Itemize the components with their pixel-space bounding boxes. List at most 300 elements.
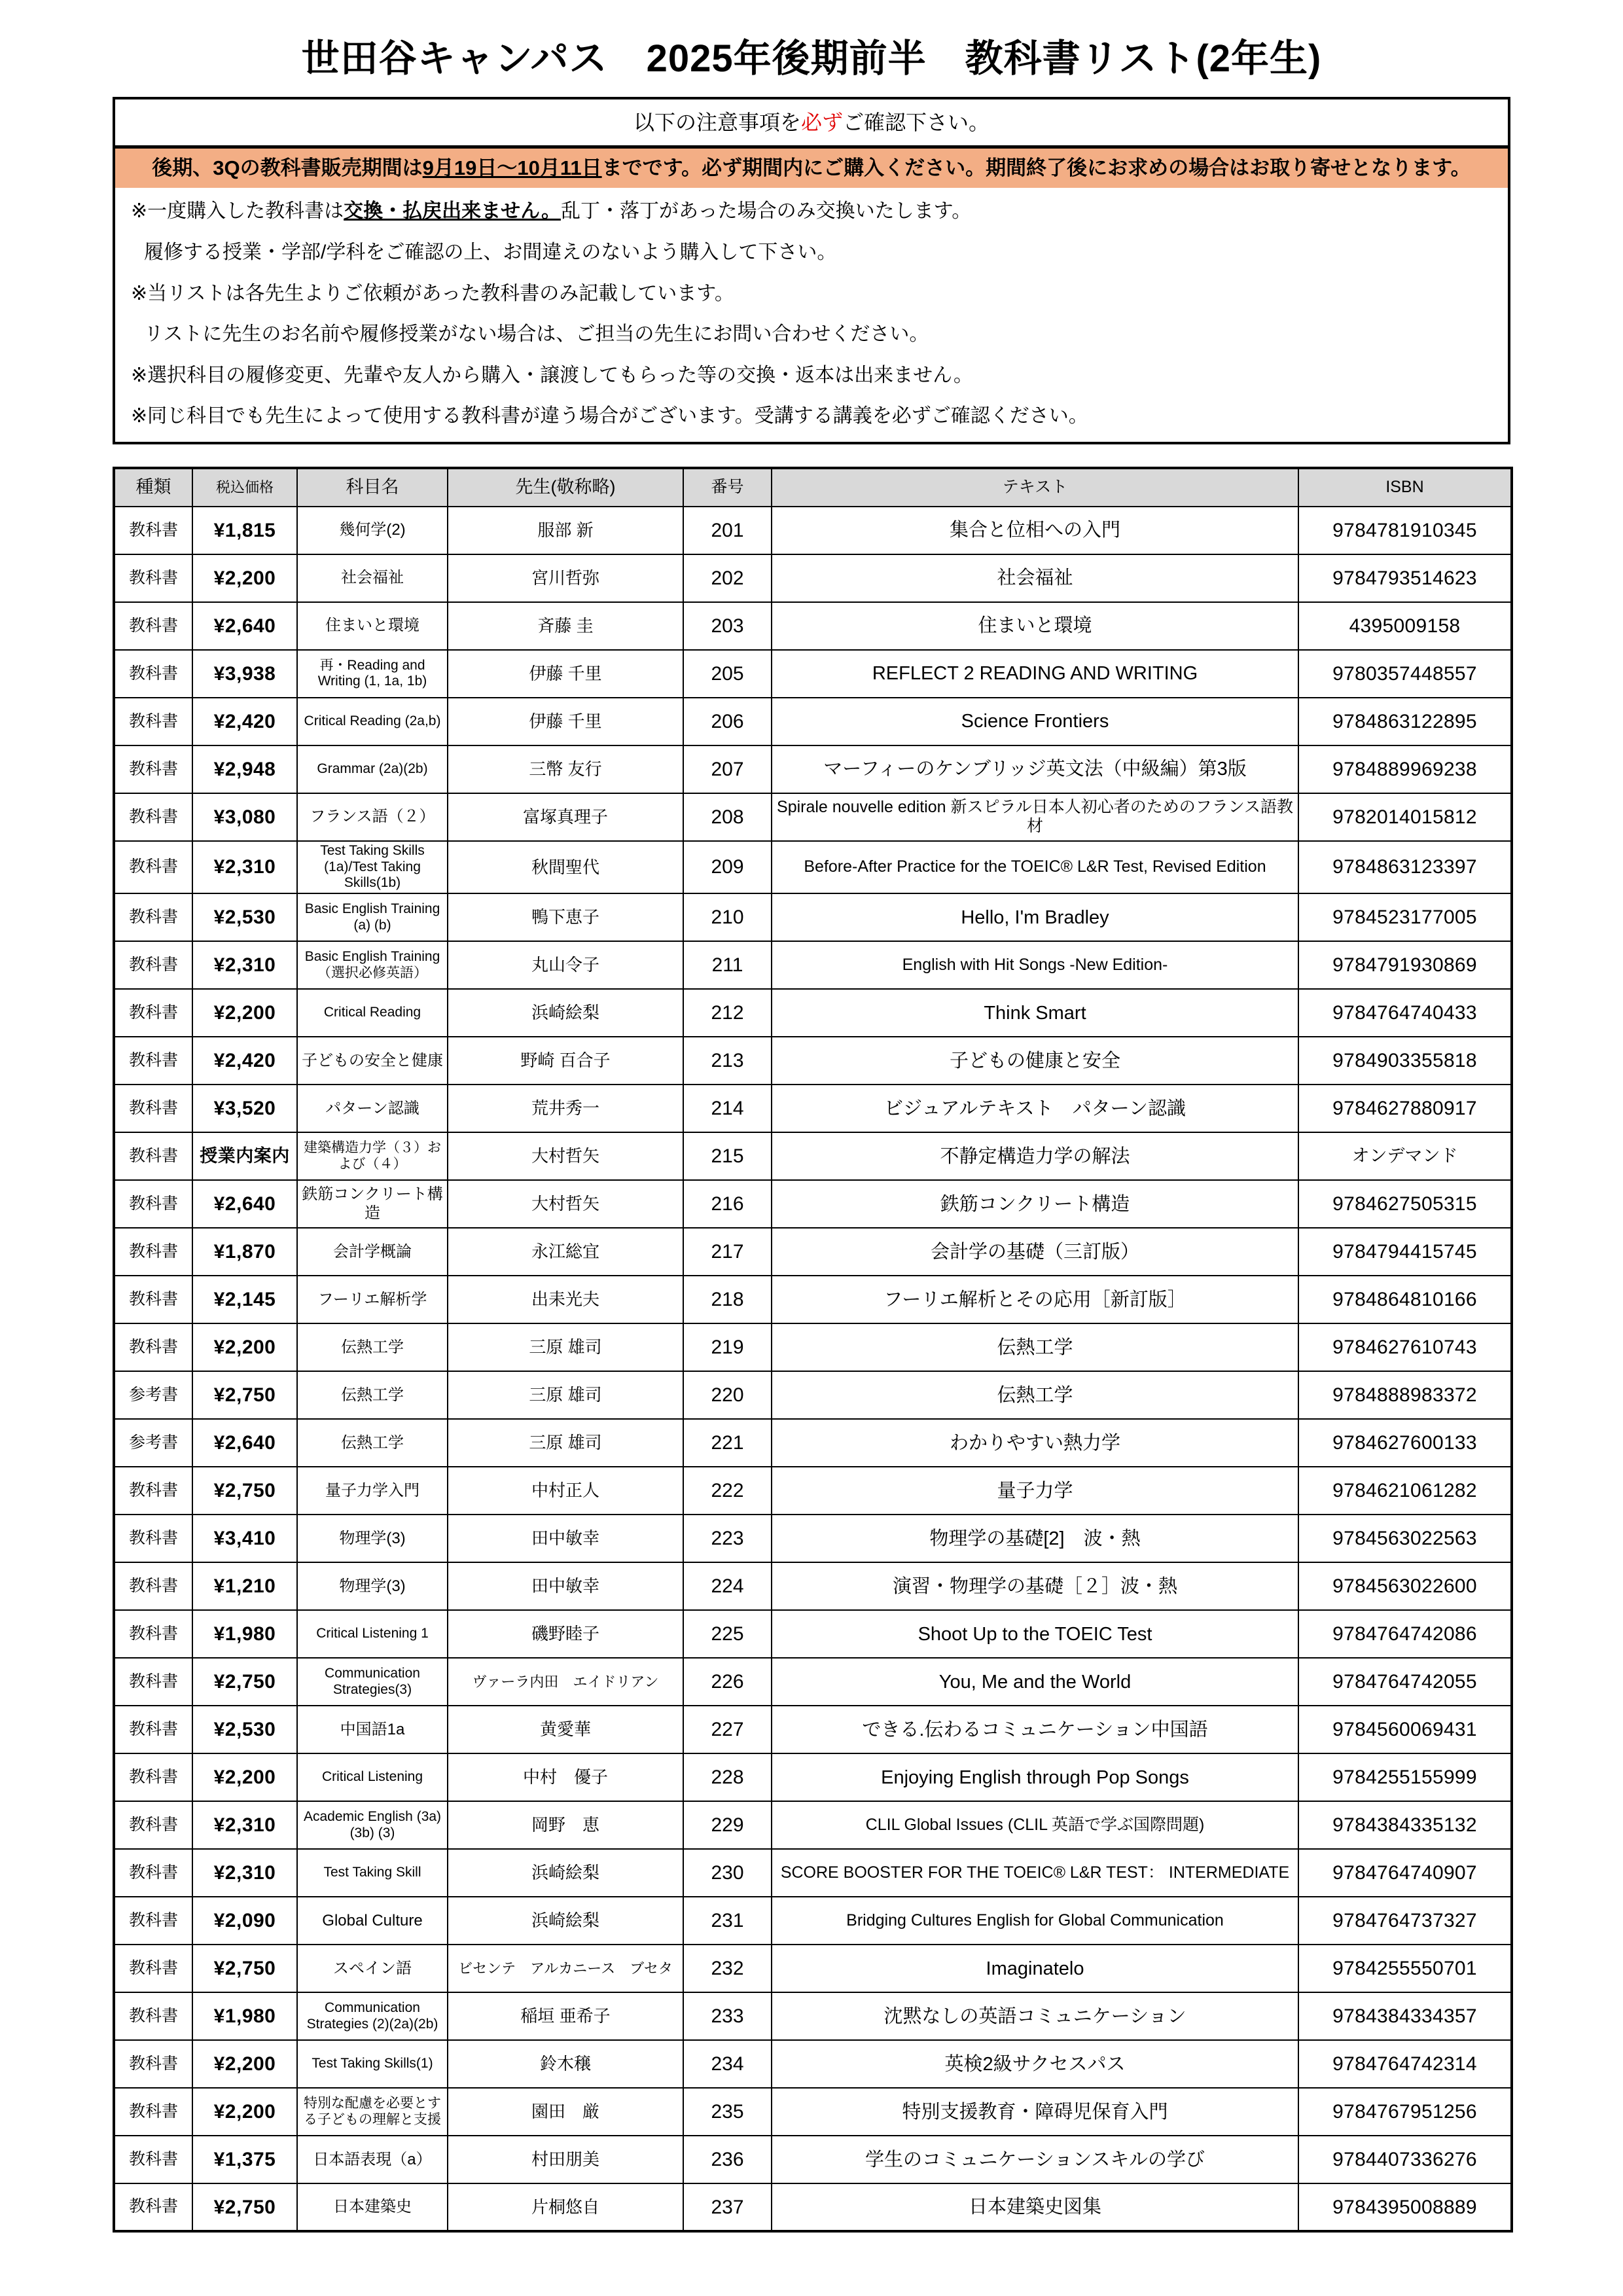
- table-row: [114, 2136, 1512, 2183]
- notice-body: [115, 188, 1508, 442]
- cell-price: ¥2,200: [192, 1323, 297, 1371]
- cell-type: 教科書: [114, 941, 192, 989]
- cell-text: You, Me and the World: [772, 1658, 1298, 1706]
- cell-no: 214: [683, 1085, 772, 1132]
- table-row: [114, 841, 1512, 893]
- column-header-subject: 科目名: [297, 468, 448, 507]
- cell-subject: 伝熱工学: [297, 1323, 448, 1371]
- cell-teacher: 伊藤 千里: [448, 650, 683, 698]
- table-row: [114, 1658, 1512, 1706]
- cell-no: 215: [683, 1132, 772, 1180]
- cell-text: 英検2級サクセスパス: [772, 2040, 1298, 2088]
- table-row: [114, 698, 1512, 745]
- cell-text: English with Hit Songs -New Edition-: [772, 941, 1298, 989]
- cell-subject: 伝熱工学: [297, 1419, 448, 1467]
- cell-isbn: 9784764742314: [1298, 2040, 1512, 2088]
- column-header-teacher: 先生(敬称略): [448, 468, 683, 507]
- table-row: [114, 1801, 1512, 1849]
- cell-teacher: 中村 優子: [448, 1753, 683, 1801]
- cell-subject: 物理学(3): [297, 1515, 448, 1562]
- cell-isbn: 9784255550701: [1298, 1945, 1512, 1992]
- cell-type: 教科書: [114, 1132, 192, 1180]
- notice-heading-required: 必ず: [800, 110, 843, 134]
- cell-teacher: 村田朋美: [448, 2136, 683, 2183]
- cell-price: ¥2,310: [192, 1801, 297, 1849]
- cell-text: 特別支援教育・障碍児保育入門: [772, 2088, 1298, 2136]
- cell-teacher: 園田 厳: [448, 2088, 683, 2136]
- cell-type: 教科書: [114, 1228, 192, 1276]
- cell-type: 参考書: [114, 1371, 192, 1419]
- cell-text: マーフィーのケンブリッジ英文法（中級編）第3版: [772, 745, 1298, 793]
- cell-price: ¥2,310: [192, 841, 297, 893]
- cell-no: 218: [683, 1276, 772, 1323]
- cell-subject: Test Taking Skill: [297, 1849, 448, 1897]
- cell-text: 量子力学: [772, 1467, 1298, 1515]
- table-row: [114, 793, 1512, 841]
- cell-price: ¥2,750: [192, 1945, 297, 1992]
- cell-no: 227: [683, 1706, 772, 1753]
- cell-type: 教科書: [114, 1945, 192, 1992]
- cell-teacher: 服部 新: [448, 507, 683, 554]
- cell-teacher: 三原 雄司: [448, 1371, 683, 1419]
- cell-isbn: 9784764737327: [1298, 1897, 1512, 1945]
- cell-price: ¥2,750: [192, 2183, 297, 2231]
- notice-text-b: 乱丁・落丁があった場合のみ交換いたします。: [560, 200, 972, 223]
- cell-teacher: ビセンテ アルカニース ブセタ: [448, 1945, 683, 1992]
- cell-subject: 物理学(3): [297, 1562, 448, 1610]
- cell-type: 教科書: [114, 793, 192, 841]
- cell-price: ¥2,640: [192, 1180, 297, 1228]
- cell-teacher: 三幣 友行: [448, 745, 683, 793]
- cell-isbn: 9784781910345: [1298, 507, 1512, 554]
- cell-teacher: 黄愛華: [448, 1706, 683, 1753]
- cell-isbn: 9784903355818: [1298, 1037, 1512, 1085]
- cell-subject: Critical Listening: [297, 1753, 448, 1801]
- cell-no: 223: [683, 1515, 772, 1562]
- cell-isbn: 9784793514623: [1298, 554, 1512, 602]
- cell-text: フーリエ解析とその応用［新訂版］: [772, 1276, 1298, 1323]
- cell-text: 伝熱工学: [772, 1323, 1298, 1371]
- cell-type: 教科書: [114, 2040, 192, 2088]
- cell-teacher: 片桐悠自: [448, 2183, 683, 2231]
- table-row: [114, 745, 1512, 793]
- cell-type: 教科書: [114, 1610, 192, 1658]
- cell-type: 教科書: [114, 1992, 192, 2040]
- cell-subject: 日本建築史: [297, 2183, 448, 2231]
- cell-type: 教科書: [114, 650, 192, 698]
- table-row: [114, 1085, 1512, 1132]
- cell-price: ¥3,520: [192, 1085, 297, 1132]
- cell-type: 教科書: [114, 1801, 192, 1849]
- cell-text: Hello, I'm Bradley: [772, 893, 1298, 941]
- column-header-text: テキスト: [772, 468, 1298, 507]
- cell-type: 教科書: [114, 2088, 192, 2136]
- cell-teacher: 鈴木穣: [448, 2040, 683, 2088]
- cell-isbn: オンデマンド: [1298, 1132, 1512, 1180]
- cell-subject: 社会福祉: [297, 554, 448, 602]
- table-row: [114, 1323, 1512, 1371]
- cell-teacher: 富塚真理子: [448, 793, 683, 841]
- cell-text: Think Smart: [772, 989, 1298, 1037]
- cell-price: ¥2,750: [192, 1658, 297, 1706]
- notice-text-bold: 交換・払戻出来ません。: [344, 200, 561, 223]
- cell-no: 221: [683, 1419, 772, 1467]
- table-row: [114, 1180, 1512, 1228]
- cell-teacher: 丸山令子: [448, 941, 683, 989]
- notice-line: 履修する授業・学部/学科をご確認の上、お間違えのないよう購入して下さい。: [144, 241, 837, 263]
- cell-type: 教科書: [114, 1180, 192, 1228]
- column-header-no: 番号: [683, 468, 772, 507]
- cell-isbn: 4395009158: [1298, 602, 1512, 650]
- notice-heading-after: ご確認下さい。: [843, 110, 990, 134]
- cell-isbn: 9784794415745: [1298, 1228, 1512, 1276]
- cell-isbn: 9784627880917: [1298, 1085, 1512, 1132]
- textbook-table: [113, 467, 1513, 2233]
- cell-isbn: 9784767951256: [1298, 2088, 1512, 2136]
- cell-type: 教科書: [114, 1706, 192, 1753]
- cell-text: Shoot Up to the TOEIC Test: [772, 1610, 1298, 1658]
- cell-text: CLIL Global Issues (CLIL 英語で学ぶ国際問題): [772, 1801, 1298, 1849]
- cell-no: 220: [683, 1371, 772, 1419]
- cell-teacher: 斉藤 圭: [448, 602, 683, 650]
- cell-no: 237: [683, 2183, 772, 2231]
- cell-type: 教科書: [114, 554, 192, 602]
- sales-period-text: 後期、3Qの教科書販売期間は9月19日～10月11日までです。必ず期間内にご購入ください。期間終了後にお求めの場合はお取り寄せとなります。: [152, 156, 1471, 180]
- cell-price: ¥2,750: [192, 1371, 297, 1419]
- cell-teacher: 出耒光夫: [448, 1276, 683, 1323]
- cell-isbn: 9784863122895: [1298, 698, 1512, 745]
- page-title: 世田谷キャンパス 2025年後期前半 教科書リスト(2年生): [301, 37, 1322, 80]
- cell-teacher: 中村正人: [448, 1467, 683, 1515]
- cell-isbn: 9784864810166: [1298, 1276, 1512, 1323]
- cell-teacher: 野崎 百合子: [448, 1037, 683, 1085]
- cell-subject: Grammar (2a)(2b): [297, 745, 448, 793]
- cell-subject: スペイン語: [297, 1945, 448, 1992]
- table-row: [114, 1467, 1512, 1515]
- cell-teacher: 稲垣 亜希子: [448, 1992, 683, 2040]
- column-header-type: 種類: [114, 468, 192, 507]
- cell-text: Bridging Cultures English for Global Communication: [772, 1897, 1298, 1945]
- sales-period-dates: 9月19日～10月11日: [422, 156, 602, 180]
- table-row: [114, 893, 1512, 941]
- cell-type: 教科書: [114, 1467, 192, 1515]
- cell-teacher: 秋間聖代: [448, 841, 683, 893]
- cell-text: REFLECT 2 READING AND WRITING: [772, 650, 1298, 698]
- cell-teacher: 大村哲矢: [448, 1180, 683, 1228]
- table-row: [114, 1419, 1512, 1467]
- cell-subject: Critical Listening 1: [297, 1610, 448, 1658]
- cell-isbn: 9784863123397: [1298, 841, 1512, 893]
- cell-isbn: 9784563022600: [1298, 1562, 1512, 1610]
- textbook-table-wrap: [113, 467, 1510, 2233]
- table-row: [114, 1132, 1512, 1180]
- cell-teacher: 宮川哲弥: [448, 554, 683, 602]
- table-body: [114, 507, 1512, 2231]
- cell-text: 社会福祉: [772, 554, 1298, 602]
- cell-teacher: 浜崎絵梨: [448, 1849, 683, 1897]
- cell-text: 沈黙なしの英語コミュニケーション: [772, 1992, 1298, 2040]
- cell-price: ¥2,640: [192, 1419, 297, 1467]
- column-header-isbn: ISBN: [1298, 468, 1512, 507]
- cell-teacher: 磯野睦子: [448, 1610, 683, 1658]
- cell-no: 225: [683, 1610, 772, 1658]
- notice-line: [131, 200, 1492, 224]
- cell-no: 209: [683, 841, 772, 893]
- cell-no: 217: [683, 1228, 772, 1276]
- cell-type: 教科書: [114, 507, 192, 554]
- cell-type: 教科書: [114, 841, 192, 893]
- cell-no: 233: [683, 1992, 772, 2040]
- cell-type: 教科書: [114, 698, 192, 745]
- cell-no: 222: [683, 1467, 772, 1515]
- notice-heading: [115, 99, 1508, 149]
- cell-isbn: 9780357448557: [1298, 650, 1512, 698]
- cell-price: ¥2,310: [192, 1849, 297, 1897]
- cell-price: ¥2,420: [192, 1037, 297, 1085]
- cell-teacher: 永江総宜: [448, 1228, 683, 1276]
- cell-price: ¥2,530: [192, 893, 297, 941]
- cell-teacher: 浜崎絵梨: [448, 1897, 683, 1945]
- cell-subject: 伝熱工学: [297, 1371, 448, 1419]
- cell-text: 物理学の基礎[2] 波・熱: [772, 1515, 1298, 1562]
- cell-subject: 再・Reading and Writing (1, 1a, 1b): [297, 650, 448, 698]
- cell-price: ¥2,200: [192, 2088, 297, 2136]
- cell-type: 教科書: [114, 1849, 192, 1897]
- cell-price: ¥2,200: [192, 554, 297, 602]
- cell-price: ¥1,870: [192, 1228, 297, 1276]
- cell-isbn: 9782014015812: [1298, 793, 1512, 841]
- cell-price: ¥1,815: [192, 507, 297, 554]
- table-row: [114, 1945, 1512, 1992]
- cell-isbn: 9784764740433: [1298, 989, 1512, 1037]
- cell-teacher: 岡野 恵: [448, 1801, 683, 1849]
- cell-subject: 住まいと環境: [297, 602, 448, 650]
- cell-text: わかりやすい熱力学: [772, 1419, 1298, 1467]
- cell-subject: 特別な配慮を必要とする子どもの理解と支援: [297, 2088, 448, 2136]
- cell-type: 教科書: [114, 1562, 192, 1610]
- cell-text: SCORE BOOSTER FOR THE TOEIC® L&R TEST： INTERMEDIATE: [772, 1849, 1298, 1897]
- cell-type: 教科書: [114, 1897, 192, 1945]
- cell-type: 教科書: [114, 1658, 192, 1706]
- table-row: [114, 1753, 1512, 1801]
- cell-teacher: 田中敏幸: [448, 1562, 683, 1610]
- cell-type: 教科書: [114, 1753, 192, 1801]
- table-row: [114, 2040, 1512, 2088]
- cell-text: Science Frontiers: [772, 698, 1298, 745]
- cell-text: 住まいと環境: [772, 602, 1298, 650]
- cell-text: できる.伝わるコミュニケーション中国語: [772, 1706, 1298, 1753]
- cell-subject: フランス語（２）: [297, 793, 448, 841]
- cell-type: 教科書: [114, 2183, 192, 2231]
- cell-text: 不静定構造力学の解法: [772, 1132, 1298, 1180]
- cell-no: 234: [683, 2040, 772, 2088]
- cell-price: ¥1,210: [192, 1562, 297, 1610]
- cell-price: ¥3,938: [192, 650, 297, 698]
- cell-no: 219: [683, 1323, 772, 1371]
- cell-teacher: 鴨下恵子: [448, 893, 683, 941]
- table-row: [114, 2088, 1512, 2136]
- cell-no: 216: [683, 1180, 772, 1228]
- cell-no: 208: [683, 793, 772, 841]
- cell-isbn: 9784889969238: [1298, 745, 1512, 793]
- cell-subject: 幾何学(2): [297, 507, 448, 554]
- cell-isbn: 9784764740907: [1298, 1849, 1512, 1897]
- table-row: [114, 554, 1512, 602]
- cell-isbn: 9784384334357: [1298, 1992, 1512, 2040]
- table-row: [114, 602, 1512, 650]
- cell-subject: 鉄筋コンクリート構造: [297, 1180, 448, 1228]
- cell-type: 教科書: [114, 2136, 192, 2183]
- cell-isbn: 9784621061282: [1298, 1467, 1512, 1515]
- table-row: [114, 1515, 1512, 1562]
- table-row: [114, 1037, 1512, 1085]
- cell-subject: Critical Reading: [297, 989, 448, 1037]
- cell-subject: 量子力学入門: [297, 1467, 448, 1515]
- cell-type: 教科書: [114, 1085, 192, 1132]
- cell-teacher: 大村哲矢: [448, 1132, 683, 1180]
- cell-isbn: 9784395008889: [1298, 2183, 1512, 2231]
- cell-no: 212: [683, 989, 772, 1037]
- table-row: [114, 1992, 1512, 2040]
- table-header: [114, 468, 1512, 507]
- table-row: [114, 1849, 1512, 1897]
- cell-no: 229: [683, 1801, 772, 1849]
- cell-no: 224: [683, 1562, 772, 1610]
- cell-price: ¥2,200: [192, 989, 297, 1037]
- cell-text: 演習・物理学の基礎［２］波・熱: [772, 1562, 1298, 1610]
- sales-period-banner: [115, 149, 1508, 188]
- notice-line: ※同じ科目でも先生によって使用する教科書が違う場合がございます。受講する講義を必ずご確認ください。: [131, 405, 1088, 427]
- table-row: [114, 507, 1512, 554]
- cell-isbn: 9784764742055: [1298, 1658, 1512, 1706]
- table-row: [114, 1706, 1512, 1753]
- cell-no: 210: [683, 893, 772, 941]
- cell-teacher: 田中敏幸: [448, 1515, 683, 1562]
- cell-text: 集合と位相への入門: [772, 507, 1298, 554]
- table-row: [114, 650, 1512, 698]
- cell-text: 日本建築史図集: [772, 2183, 1298, 2231]
- cell-isbn: 9784627610743: [1298, 1323, 1512, 1371]
- cell-no: 203: [683, 602, 772, 650]
- cell-isbn: 9784523177005: [1298, 893, 1512, 941]
- cell-price: ¥2,948: [192, 745, 297, 793]
- cell-no: 201: [683, 507, 772, 554]
- cell-isbn: 9784560069431: [1298, 1706, 1512, 1753]
- cell-text: 鉄筋コンクリート構造: [772, 1180, 1298, 1228]
- cell-type: 教科書: [114, 1037, 192, 1085]
- cell-price: 授業内案内: [192, 1132, 297, 1180]
- cell-subject: 会計学概論: [297, 1228, 448, 1276]
- notice-heading-before: 以下の注意事項を: [633, 110, 801, 134]
- column-header-price: 税込価格: [192, 468, 297, 507]
- cell-no: 206: [683, 698, 772, 745]
- cell-no: 230: [683, 1849, 772, 1897]
- cell-isbn: 9784627505315: [1298, 1180, 1512, 1228]
- cell-text: 学生のコミュニケーションスキルの学び: [772, 2136, 1298, 2183]
- table-row: [114, 1276, 1512, 1323]
- cell-teacher: 伊藤 千里: [448, 698, 683, 745]
- cell-type: 教科書: [114, 1515, 192, 1562]
- cell-type: 参考書: [114, 1419, 192, 1467]
- notice-line: ※当リストは各先生よりご依頼があった教科書のみ記載しています。: [131, 282, 734, 304]
- cell-price: ¥2,420: [192, 698, 297, 745]
- cell-no: 211: [683, 941, 772, 989]
- table-row: [114, 1371, 1512, 1419]
- cell-price: ¥1,980: [192, 1610, 297, 1658]
- cell-text: Spirale nouvelle edition 新スピラル日本人初心者のためのフランス語教材: [772, 793, 1298, 841]
- cell-price: ¥2,200: [192, 2040, 297, 2088]
- cell-text: 伝熱工学: [772, 1371, 1298, 1419]
- cell-no: 236: [683, 2136, 772, 2183]
- cell-no: 228: [683, 1753, 772, 1801]
- cell-subject: 中国語1a: [297, 1706, 448, 1753]
- cell-subject: Critical Reading (2a,b): [297, 698, 448, 745]
- table-row: [114, 941, 1512, 989]
- cell-isbn: 9784407336276: [1298, 2136, 1512, 2183]
- cell-price: ¥2,310: [192, 941, 297, 989]
- cell-subject: 子どもの安全と健康: [297, 1037, 448, 1085]
- table-row: [114, 2183, 1512, 2231]
- cell-isbn: 9784888983372: [1298, 1371, 1512, 1419]
- cell-text: Before-After Practice for the TOEIC® L&R Test, Revised Edition: [772, 841, 1298, 893]
- notice-line: ※選択科目の履修変更、先輩や友人から購入・譲渡してもらった等の交換・返本は出来ません。: [131, 364, 973, 386]
- cell-no: 231: [683, 1897, 772, 1945]
- cell-type: 教科書: [114, 1276, 192, 1323]
- cell-isbn: 9784255155999: [1298, 1753, 1512, 1801]
- table-row: [114, 1228, 1512, 1276]
- cell-teacher: 浜崎絵梨: [448, 989, 683, 1037]
- cell-no: 205: [683, 650, 772, 698]
- cell-teacher: ヴァーラ内田 エイドリアン: [448, 1658, 683, 1706]
- cell-isbn: 9784384335132: [1298, 1801, 1512, 1849]
- cell-subject: Communication Strategies(3): [297, 1658, 448, 1706]
- cell-subject: Test Taking Skills(1): [297, 2040, 448, 2088]
- cell-isbn: 9784764742086: [1298, 1610, 1512, 1658]
- cell-teacher: 荒井秀一: [448, 1085, 683, 1132]
- cell-subject: フーリエ解析学: [297, 1276, 448, 1323]
- cell-isbn: 9784563022563: [1298, 1515, 1512, 1562]
- cell-subject: Communication Strategies (2)(2a)(2b): [297, 1992, 448, 2040]
- cell-no: 202: [683, 554, 772, 602]
- cell-price: ¥3,080: [192, 793, 297, 841]
- cell-price: ¥2,090: [192, 1897, 297, 1945]
- cell-teacher: 三原 雄司: [448, 1323, 683, 1371]
- table-row: [114, 1897, 1512, 1945]
- cell-price: ¥2,145: [192, 1276, 297, 1323]
- cell-subject: Global Culture: [297, 1897, 448, 1945]
- cell-subject: Basic English Training（選択必修英語）: [297, 941, 448, 989]
- cell-price: ¥1,375: [192, 2136, 297, 2183]
- notice-text-a: ※一度購入した教科書は: [131, 200, 344, 223]
- cell-no: 207: [683, 745, 772, 793]
- cell-isbn: 9784627600133: [1298, 1419, 1512, 1467]
- cell-subject: 日本語表現（a）: [297, 2136, 448, 2183]
- cell-type: 教科書: [114, 989, 192, 1037]
- cell-no: 232: [683, 1945, 772, 1992]
- cell-teacher: 三原 雄司: [448, 1419, 683, 1467]
- table-row: [114, 989, 1512, 1037]
- cell-subject: パターン認識: [297, 1085, 448, 1132]
- cell-no: 235: [683, 2088, 772, 2136]
- cell-price: ¥2,750: [192, 1467, 297, 1515]
- cell-price: ¥1,980: [192, 1992, 297, 2040]
- cell-text: Imaginatelo: [772, 1945, 1298, 1992]
- cell-type: 教科書: [114, 745, 192, 793]
- cell-price: ¥3,410: [192, 1515, 297, 1562]
- cell-text: ビジュアルテキスト パターン認識: [772, 1085, 1298, 1132]
- cell-text: 子どもの健康と安全: [772, 1037, 1298, 1085]
- cell-type: 教科書: [114, 1323, 192, 1371]
